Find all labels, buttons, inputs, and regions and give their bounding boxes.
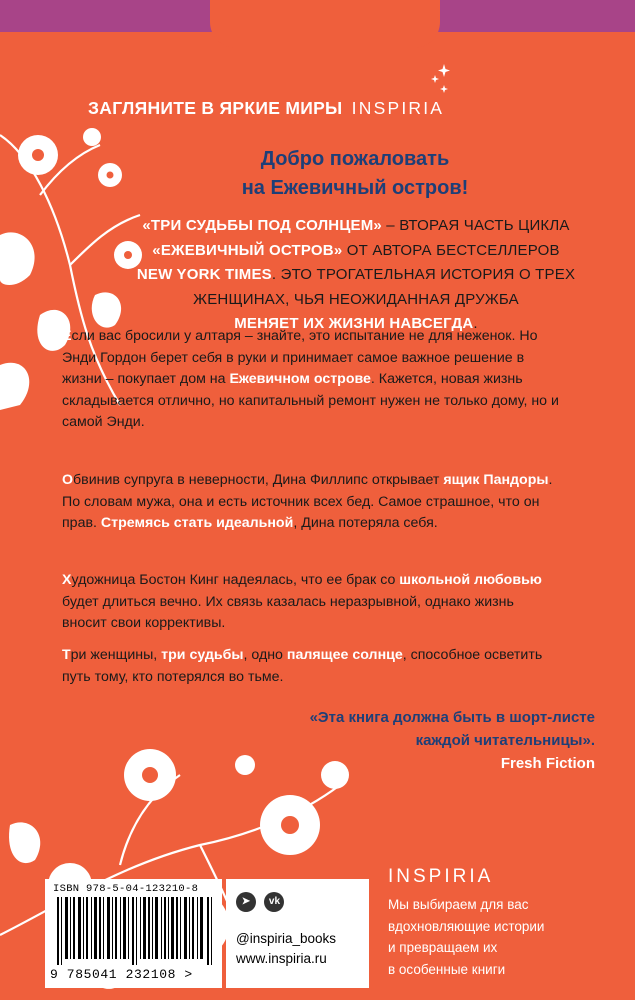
para3-initial: Х [62,572,72,588]
publisher-tagline [388,894,618,980]
para2-highlight-d: Стремясь стать идеальной [100,515,294,531]
tagline-line-4: в особенные книги [388,961,506,977]
para3-highlight: школьной любовью [399,572,542,588]
quote-line-1: «Эта книга должна быть в шорт-листе [309,709,595,726]
paragraph-boston [62,570,562,635]
intro-part-2: – ВТОРАЯ ЧАСТЬ ЦИКЛА [381,217,570,234]
para1-initial: Е [62,328,72,344]
intro-text [88,214,624,337]
sparkle-icon [428,62,454,98]
tagline-line-3: и превращаем их [388,940,498,955]
top-tab-shape [210,0,440,48]
welcome-line-1: Добро пожаловать [260,148,450,170]
para4-text-a: ри женщины, [70,647,162,663]
para2-initial: О [62,472,74,488]
series-header-lead: ЗАГЛЯНИТЕ В ЯРКИЕ МИРЫ [88,98,343,118]
intro-highlight: МЕНЯЕТ ИХ ЖИЗНИ НАВСЕГДА [234,315,474,332]
barcode-icon [57,897,213,965]
para2-text-c: . По словам мужа, она и есть источник всех бед. Самое страшное, что он прав. [62,472,553,531]
publisher-name: INSPIRIA [388,866,494,887]
social-block [226,879,369,988]
para1-highlight: Ежевичном острове [229,371,371,387]
para4-highlight-b: три судьбы [161,647,244,663]
telegram-icon[interactable]: ➤ [236,892,256,912]
series-header-brand: INSPIRIA [351,98,445,118]
publisher-block [388,866,618,980]
social-handle[interactable]: @inspiria_books [236,931,337,946]
isbn-text: ISBN 978-5-04-123210-8 [53,883,199,895]
website-link[interactable]: www.inspiria.ru [236,951,327,966]
vk-icon[interactable]: vk [264,892,284,912]
para3-text-a: удожница Бостон Кинг надеялась, что ее брак со [71,572,400,588]
paragraph-andy [62,326,562,434]
intro-series-title: «ЕЖЕВИЧНЫЙ ОСТРОВ» [152,241,343,259]
para4-initial: Т [62,647,71,663]
welcome-line-2: на Ежевичный остров! [241,177,469,199]
para3-text-c: будет длиться вечно. Их связь казалась неразрывной, однако жизнь вносит свои коррективы. [62,593,514,631]
welcome-heading [130,145,580,203]
paragraph-dina [62,470,562,535]
para2-highlight-b: ящик Пандоры [443,472,549,488]
quote-source: Fresh Fiction [500,755,595,772]
intro-part-6: . ЭТО ТРОГАТЕЛЬНАЯ ИСТОРИЯ О ТРЕХ ЖЕНЩИНАХ, ЧЬЯ НЕОЖИДАННАЯ ДРУЖБА [193,266,576,308]
para1-text-a: сли вас бросили у алтаря – знайте, это испытание не для неженок. Но Энди Гордон берет себя в руки и принимает самое важное решение в жизни – покупает дом на [62,328,538,387]
intro-nyt: NEW YORK TIMES [136,266,272,283]
paragraph-three-women [62,645,562,688]
intro-part-8: . [473,315,478,332]
social-icons [236,891,288,912]
para4-text-c: , одно [243,647,287,663]
para4-text-e: , способное осветить путь тому, кто потерялся во тьме. [62,647,543,685]
tagline-line-2: вдохновляющие истории [388,918,545,934]
intro-part-4: ОТ АВТОРА БЕСТСЕЛЛЕРОВ [342,241,560,259]
para2-text-a: бвинив супруга в неверности, Дина Филлипс открывает [73,472,444,488]
barcode-block [45,879,222,988]
barcode-digits: 9 785041 232108 > [50,967,193,982]
para1-text-c: . Кажется, новая жизнь складывается отлично, но капитальный ремонт нужен не только дому, но и самой Энди. [62,371,559,430]
tagline-line-1: Мы выбираем для вас [388,897,529,912]
para4-highlight-d: палящее солнце [286,647,403,663]
para2-text-e: , Дина потеряла себя. [293,515,438,531]
intro-book-title: «ТРИ СУДЬБЫ ПОД СОЛНЦЕМ» [142,217,382,234]
quote-line-2: каждой читательницы». [415,732,595,749]
social-contacts [236,929,336,969]
